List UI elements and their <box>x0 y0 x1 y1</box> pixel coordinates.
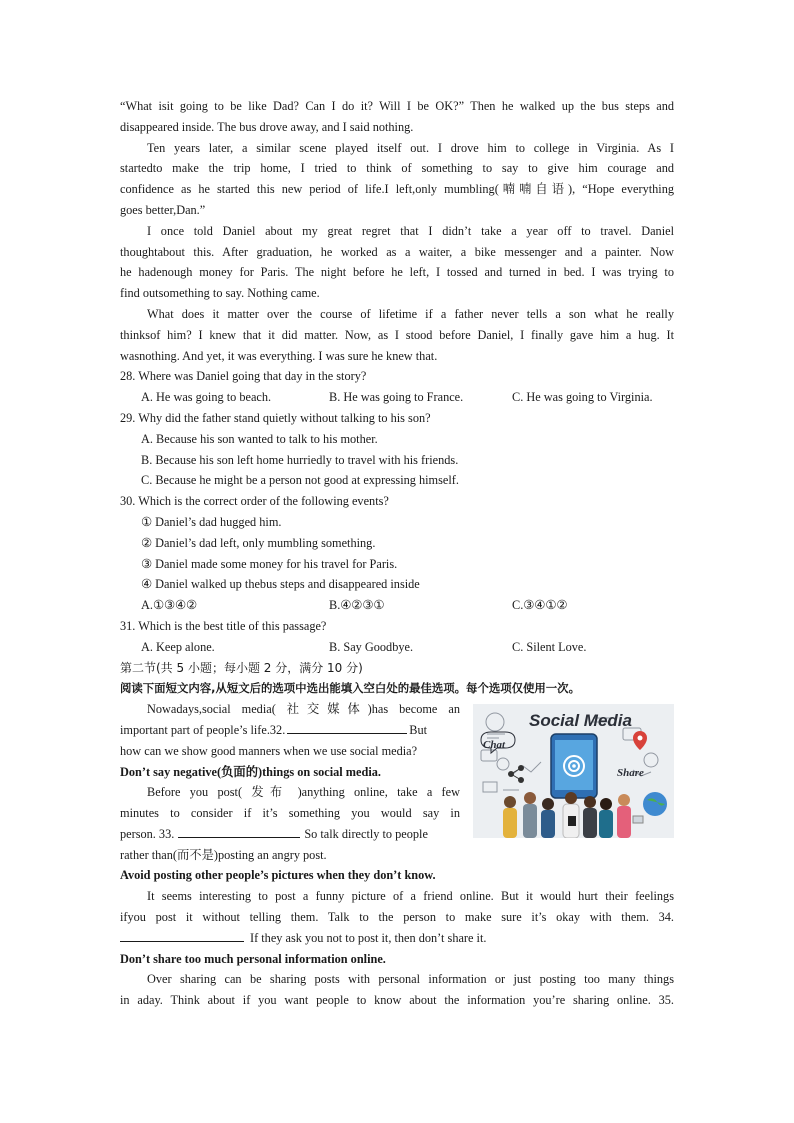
option-b[interactable]: B. Because his son left home hurriedly to travel with his friends. <box>141 452 459 467</box>
passage-line: “What isit going to be like Dad? Can I do it? Will I be OK?” Then he walked up the bus steps and <box>120 99 674 113</box>
exam-page <box>120 96 674 1011</box>
question-stem: 30. Which is the correct order of the following events? <box>120 494 389 509</box>
social-media-illustration <box>473 704 674 838</box>
passage-line: Over sharing can be sharing posts with personal information or just posting too many things <box>147 972 674 987</box>
subheading: Avoid posting other people’s pictures when they don’t know. <box>120 868 436 883</box>
passage-line: in aday. Think about if you want people to know about the information you’re sharing online. 35. <box>120 993 674 1008</box>
text: But <box>409 722 428 737</box>
subheading: Don’t say negative(负面的)things on social media. <box>120 764 381 779</box>
option-a[interactable]: A. He was going to beach. <box>141 390 272 405</box>
option-c[interactable]: C. Silent Love. <box>512 639 587 654</box>
option-b[interactable]: B. Say Goodbye. <box>329 639 414 654</box>
passage-line <box>120 720 460 741</box>
passage-line: how can we show good manners when we use social media? <box>120 743 418 758</box>
passage-line: confidence as he started this new period of life.I left,only mumbling(喃喃自语), “Hope everything <box>120 182 674 197</box>
passage-line: Before you post( 发布 )anything online, take a few <box>147 785 460 800</box>
question-stem: 28. Where was Daniel going that day in the story? <box>120 369 367 384</box>
passage-line: It seems interesting to post a funny picture of a friend online. But it would hurt their feelings <box>147 889 674 904</box>
blank-33[interactable] <box>178 824 300 838</box>
text: important part of people’s life.32. <box>120 722 286 737</box>
blank-32[interactable] <box>287 720 407 734</box>
image-title: Social Media <box>529 711 632 730</box>
passage-line: disappeared inside. The bus drove away, and I said nothing. <box>120 119 414 134</box>
passage-line: Ten years later, a similar scene played itself out. I drove him to college in Virginia. As I <box>147 140 674 155</box>
option-c[interactable]: C. He was going to Virginia. <box>512 390 653 405</box>
share-label: Share <box>617 767 644 779</box>
option-c[interactable]: C. Because he might be a person not good at expressing himself. <box>141 473 459 488</box>
section-instruction: 阅读下面短文内容,从短文后的选项中选出能填入空白处的最佳选项。每个选项仅使用一次。 <box>120 681 580 696</box>
passage-line: ifyou post it without telling them. Talk to the person to make sure it’s okay with them. 34. <box>120 910 674 925</box>
option-a[interactable]: A. Keep alone. <box>141 639 215 654</box>
passage-line <box>120 928 674 949</box>
option-row <box>120 387 674 408</box>
event-item: ④ Daniel walked up thebus steps and disappeared inside <box>141 577 420 592</box>
option-b[interactable]: B. He was going to France. <box>329 390 464 405</box>
option-row <box>120 595 674 616</box>
subheading: Don’t share too much personal information online. <box>120 951 386 966</box>
passage-line: goes better,Dan.” <box>120 202 206 217</box>
passage-line: Nowadays,social media( 社交媒体)has become an <box>147 702 460 717</box>
passage-line: wasnothing. And yet, it was everything. I was sure he knew that. <box>120 348 438 363</box>
event-item: ② Daniel’s dad left, only mumbling something. <box>141 535 376 550</box>
option-a[interactable]: A.①③④② <box>141 598 198 613</box>
passage-line: find outsomething to say. Nothing came. <box>120 286 320 301</box>
passage-line: rather than(而不是)posting an angry post. <box>120 847 327 862</box>
passage-line: minutes to consider if it’s something you would say in <box>120 806 460 821</box>
text: If they ask you not to post it, then don’t share it. <box>250 930 487 945</box>
text: So talk directly to people <box>304 826 428 841</box>
option-a[interactable]: A. Because his son wanted to talk to his mother. <box>141 431 378 446</box>
blank-34[interactable] <box>120 928 244 942</box>
passage-line: thinksof him? I knew that it did matter. Now, as I stood before Daniel, I finally gave him a hug. It <box>120 327 674 342</box>
option-row <box>120 637 674 658</box>
section-header: 第二节(共 5 小题；每小题 2 分，满分 10 分) <box>120 660 363 675</box>
passage-line <box>120 824 460 845</box>
passage-line: he hadenough money for Paris. The night before he left, I tossed and turned in bed. I was trying to <box>120 265 674 280</box>
option-b[interactable]: B.④②③① <box>329 598 385 613</box>
passage-line: What does it matter over the course of lifetime if a father never tells a son what he really <box>147 306 674 321</box>
question-stem: 31. Which is the best title of this passage? <box>120 618 327 633</box>
social-media-image <box>473 704 674 838</box>
passage-line: startedto make the trip home, I tried to think of something to say to give him courage and <box>120 161 674 176</box>
question-stem: 29. Why did the father stand quietly without talking to his son? <box>120 410 431 425</box>
chat-label: Chat <box>483 739 506 751</box>
passage-line: I once told Daniel about my great regret that I didn’t take a year off to travel. Daniel <box>147 223 674 238</box>
passage-line: thoughtabout this. After graduation, he worked as a waiter, a bike messenger and a painter. Now <box>120 244 674 259</box>
option-c[interactable]: C.③④①② <box>512 598 568 613</box>
event-item: ① Daniel’s dad hugged him. <box>141 514 282 529</box>
event-item: ③ Daniel made some money for his travel for Paris. <box>141 556 398 571</box>
text: person. 33. <box>120 826 175 841</box>
